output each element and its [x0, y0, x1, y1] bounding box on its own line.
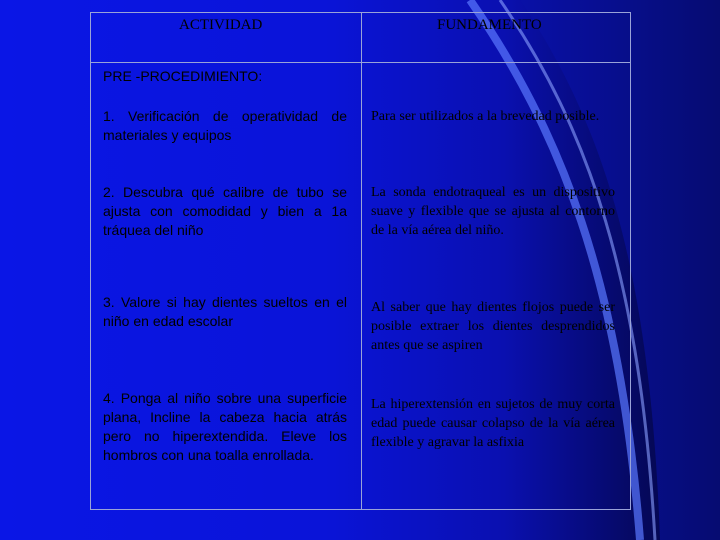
header-actividad: ACTIVIDAD: [179, 17, 263, 33]
row-3-fundamento: Al saber que hay dientes flojos puede ser posible extraer los dientes desprendidos antes que se aspiren: [371, 300, 615, 353]
header-divider: [91, 62, 630, 63]
row-1-actividad: 1. Verificación de operatividad de materiales y equipos: [103, 108, 347, 143]
column-divider: [361, 13, 362, 509]
row-2-actividad: 2. Descubra qué calibre de tubo se ajusta con comodidad y bien a 1a tráquea del niño: [103, 184, 347, 238]
row-4-actividad: 4. Ponga al niño sobre una superficie plana, Incline la cabeza hacia atrás pero no hiperextendida. Eleve los hombros con una toalla enrollada.: [103, 390, 347, 463]
row-2-fundamento: La sonda endotraqueal es un dispositivo suave y flexible que se ajusta al contorno de la vía aérea del niño.: [371, 185, 615, 238]
activity-table: [90, 12, 631, 510]
row-3-actividad: 3. Valore si hay dientes sueltos en el niño en edad escolar: [103, 294, 347, 329]
row-1-fundamento: Para ser utilizados a la brevedad posible.: [371, 109, 600, 124]
header-fundamento: FUNDAMENTO: [437, 17, 542, 33]
row-4-fundamento: La hiperextensión en sujetos de muy corta edad puede causar colapso de la vía aérea flexible y agravar la asfixia: [371, 397, 615, 450]
section-label: PRE -PROCEDIMIENTO:: [103, 68, 263, 84]
